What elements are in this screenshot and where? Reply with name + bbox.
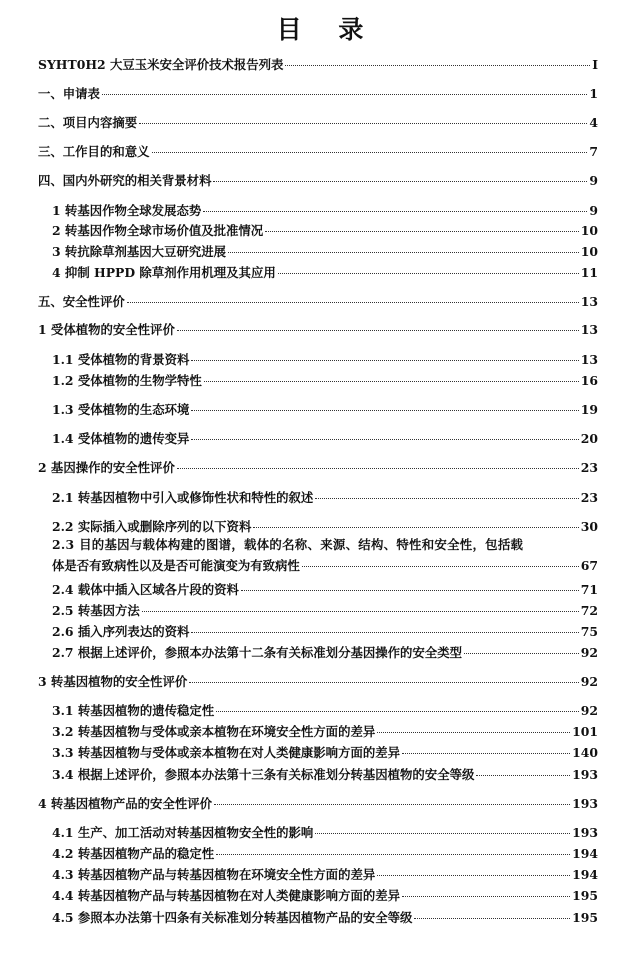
toc-entry-page: 193 (572, 825, 598, 840)
toc-leader-dots (204, 369, 579, 385)
toc-leader-dots (302, 554, 579, 570)
toc-leader-dots (476, 763, 570, 779)
toc-entry-page: 140 (572, 745, 598, 760)
toc-entry (38, 318, 598, 338)
toc-entry-page: 4 (589, 115, 598, 130)
toc-entry-label: 2.6 插入序列表达的资料 (52, 624, 190, 639)
toc-leader-dots (315, 821, 570, 837)
toc-entry-page: 72 (580, 603, 598, 618)
toc-leader-dots (214, 792, 570, 808)
toc-leader-dots (102, 82, 587, 98)
toc-entry-label: SYHT0H2 大豆玉米安全评价技术报告列表 (38, 57, 284, 72)
toc-entry-page: 195 (572, 910, 598, 925)
toc-entry-label: 3.2 转基因植物与受体或亲本植物在环境安全性方面的差异 (52, 724, 376, 739)
toc-leader-dots (177, 456, 579, 472)
toc-entry (52, 842, 598, 862)
toc-entry-label-line2: 体是否有致病性以及是否可能演变为有致病性 (52, 558, 300, 573)
toc-entry-page: 195 (572, 888, 598, 903)
toc-entry (52, 863, 598, 883)
toc-leader-dots (189, 670, 579, 686)
toc-entry-page: 193 (572, 796, 598, 811)
toc-leader-dots (216, 699, 579, 715)
toc-entry (52, 199, 598, 219)
toc-entry-line2 (52, 554, 598, 575)
toc-entry-page: 13 (580, 294, 598, 309)
toc-entry-label: 4.2 转基因植物产品的稳定性 (52, 846, 215, 861)
toc-leader-dots (216, 842, 570, 858)
toc-entry-label: 2.7 根据上述评价，参照本办法第十二条有关标准划分基因操作的安全类型 (52, 645, 462, 660)
toc-entry (52, 741, 598, 761)
toc-leader-dots (377, 720, 570, 736)
toc-entry (38, 670, 598, 690)
toc-entry-label: 1 受体植物的安全性评价 (38, 322, 175, 337)
toc-leader-dots (152, 140, 588, 156)
toc-entry-label: 4.4 转基因植物产品与转基因植物在对人类健康影响方面的差异 (52, 888, 401, 903)
toc-entry (52, 240, 598, 260)
toc-leader-dots (191, 398, 578, 414)
toc-entry-label: 2.1 转基因植物中引入或修饰性状和特性的叙述 (52, 490, 314, 505)
toc-entry-page: 23 (580, 490, 598, 505)
toc-entry-page: 13 (580, 352, 598, 367)
toc-entry (52, 348, 598, 368)
toc-entry-label: 一、申请表 (38, 86, 100, 101)
toc-entry (52, 599, 598, 619)
toc-leader-dots (139, 111, 587, 127)
toc-entry (52, 641, 598, 661)
toc-leader-dots (213, 169, 587, 185)
toc-entry (52, 261, 598, 281)
toc-entry (52, 620, 598, 640)
toc-entry-label: 4.3 转基因植物产品与转基因植物在环境安全性方面的差异 (52, 867, 376, 882)
toc-leader-dots (278, 261, 579, 277)
toc-entry-page: 1 (589, 86, 598, 101)
toc-leader-dots (241, 578, 579, 594)
toc-entry (38, 456, 598, 476)
toc-leader-dots (377, 863, 570, 879)
toc-leader-dots (127, 290, 579, 306)
toc-entry-page: 16 (580, 373, 598, 388)
toc-entry-label: 3.1 转基因植物的遗传稳定性 (52, 703, 215, 718)
toc-leader-dots (402, 884, 570, 900)
toc-entry (52, 763, 598, 783)
toc-entry-page: 20 (580, 431, 598, 446)
toc-entry-page: 194 (572, 846, 598, 861)
toc-entry (52, 369, 598, 389)
toc-leader-dots (203, 199, 587, 215)
toc-leader-dots (265, 219, 579, 235)
toc-leader-dots (315, 486, 578, 502)
toc-entry-label: 3 转基因植物的安全性评价 (38, 674, 188, 689)
toc-entry-page: 19 (580, 402, 598, 417)
toc-entry-page: 75 (580, 624, 598, 639)
page-title: 目 录 (276, 15, 378, 44)
toc-entry-label: 3.3 转基因植物与受体或亲本植物在对人类健康影响方面的差异 (52, 745, 401, 760)
toc-entry-label: 五、安全性评价 (38, 294, 125, 309)
toc-entry (52, 884, 598, 904)
toc-entry-label-line1: 2.3 目的基因与载体构建的图谱，载体的名称、来源、结构、特性和安全性，包括载 (52, 537, 524, 552)
toc-leader-dots (191, 427, 578, 443)
toc-entry (38, 82, 598, 102)
toc-entry-page: 30 (580, 519, 598, 534)
toc-entry (52, 486, 598, 506)
toc-entry-label: 1 转基因作物全球发展态势 (52, 203, 202, 218)
toc-entry-page: I (592, 57, 598, 72)
toc-entry-page: 10 (580, 223, 598, 238)
toc-entry-label: 1.1 受体植物的背景资料 (52, 352, 190, 367)
toc-entry (38, 111, 598, 131)
toc-entry-page: 9 (589, 203, 598, 218)
toc-entry-page: 193 (572, 767, 598, 782)
toc-entry (52, 515, 598, 535)
toc-entry-label: 三、工作目的和意义 (38, 144, 150, 159)
toc-entry-page: 92 (580, 703, 598, 718)
toc-entry (52, 578, 598, 598)
toc-entry-label: 2 转基因作物全球市场价值及批准情况 (52, 223, 264, 238)
toc-entry-label: 3 转抗除草剂基因大豆研究进展 (52, 244, 227, 259)
toc-entry-label: 4.1 生产、加工活动对转基因植物安全性的影响 (52, 825, 314, 840)
toc-entry (52, 906, 598, 926)
toc-entry-multiline (52, 535, 598, 575)
toc-leader-dots (191, 620, 578, 636)
toc-leader-dots (285, 53, 590, 69)
toc-entry-label: 四、国内外研究的相关背景材料 (38, 173, 212, 188)
toc-entry-label: 2.2 实际插入或删除序列的以下资料 (52, 519, 252, 534)
toc-leader-dots (177, 318, 579, 334)
toc-entry-label: 4 转基因植物产品的安全性评价 (38, 796, 213, 811)
toc-entry-label: 3.4 根据上述评价，参照本办法第十三条有关标准划分转基因植物的安全等级 (52, 767, 475, 782)
toc-entry-label: 2.4 载体中插入区域各片段的资料 (52, 582, 239, 597)
toc-entry-page: 9 (589, 173, 598, 188)
toc-entry-page: 71 (580, 582, 598, 597)
toc-entry-page: 10 (580, 244, 598, 259)
toc-entry (52, 427, 598, 447)
toc-entry (38, 169, 598, 189)
toc-leader-dots (464, 641, 579, 657)
toc-entry-label: 2 基因操作的安全性评价 (38, 460, 175, 475)
toc-entry-label: 1.2 受体植物的生物学特性 (52, 373, 202, 388)
toc-entry-page: 67 (580, 558, 598, 573)
toc-leader-dots (414, 906, 570, 922)
toc-entry-page: 194 (572, 867, 598, 882)
toc-entry-label: 1.3 受体植物的生态环境 (52, 402, 190, 417)
toc-entry-label: 2.5 转基因方法 (52, 603, 140, 618)
toc-entry-page: 13 (580, 322, 598, 337)
toc-leader-dots (191, 348, 578, 364)
toc-entry (38, 140, 598, 160)
toc-entry-page: 101 (572, 724, 598, 739)
toc-entry-label: 二、项目内容摘要 (38, 115, 138, 130)
toc-leader-dots (228, 240, 579, 256)
toc-leader-dots (253, 515, 578, 531)
toc-entry (52, 398, 598, 418)
toc-entry (52, 219, 598, 239)
toc-leader-dots (402, 741, 570, 757)
toc-entry (52, 821, 598, 841)
toc-entry (52, 699, 598, 719)
toc-entry-label: 4 抑制 HPPD 除草剂作用机理及其应用 (52, 265, 276, 280)
toc-entry (52, 720, 598, 740)
toc-leader-dots (142, 599, 579, 615)
toc-entry-page: 92 (580, 674, 598, 689)
toc-entry (38, 53, 598, 73)
toc-entry-label: 4.5 参照本办法第十四条有关标准划分转基因植物产品的安全等级 (52, 910, 413, 925)
toc-entry-label: 1.4 受体植物的遗传变异 (52, 431, 190, 446)
toc-entry-page: 7 (589, 144, 598, 159)
toc-entry-page: 11 (580, 265, 598, 280)
toc-entry (38, 290, 598, 310)
toc-entry-page: 23 (580, 460, 598, 475)
toc-entry (38, 792, 598, 812)
toc-entry-page: 92 (580, 645, 598, 660)
